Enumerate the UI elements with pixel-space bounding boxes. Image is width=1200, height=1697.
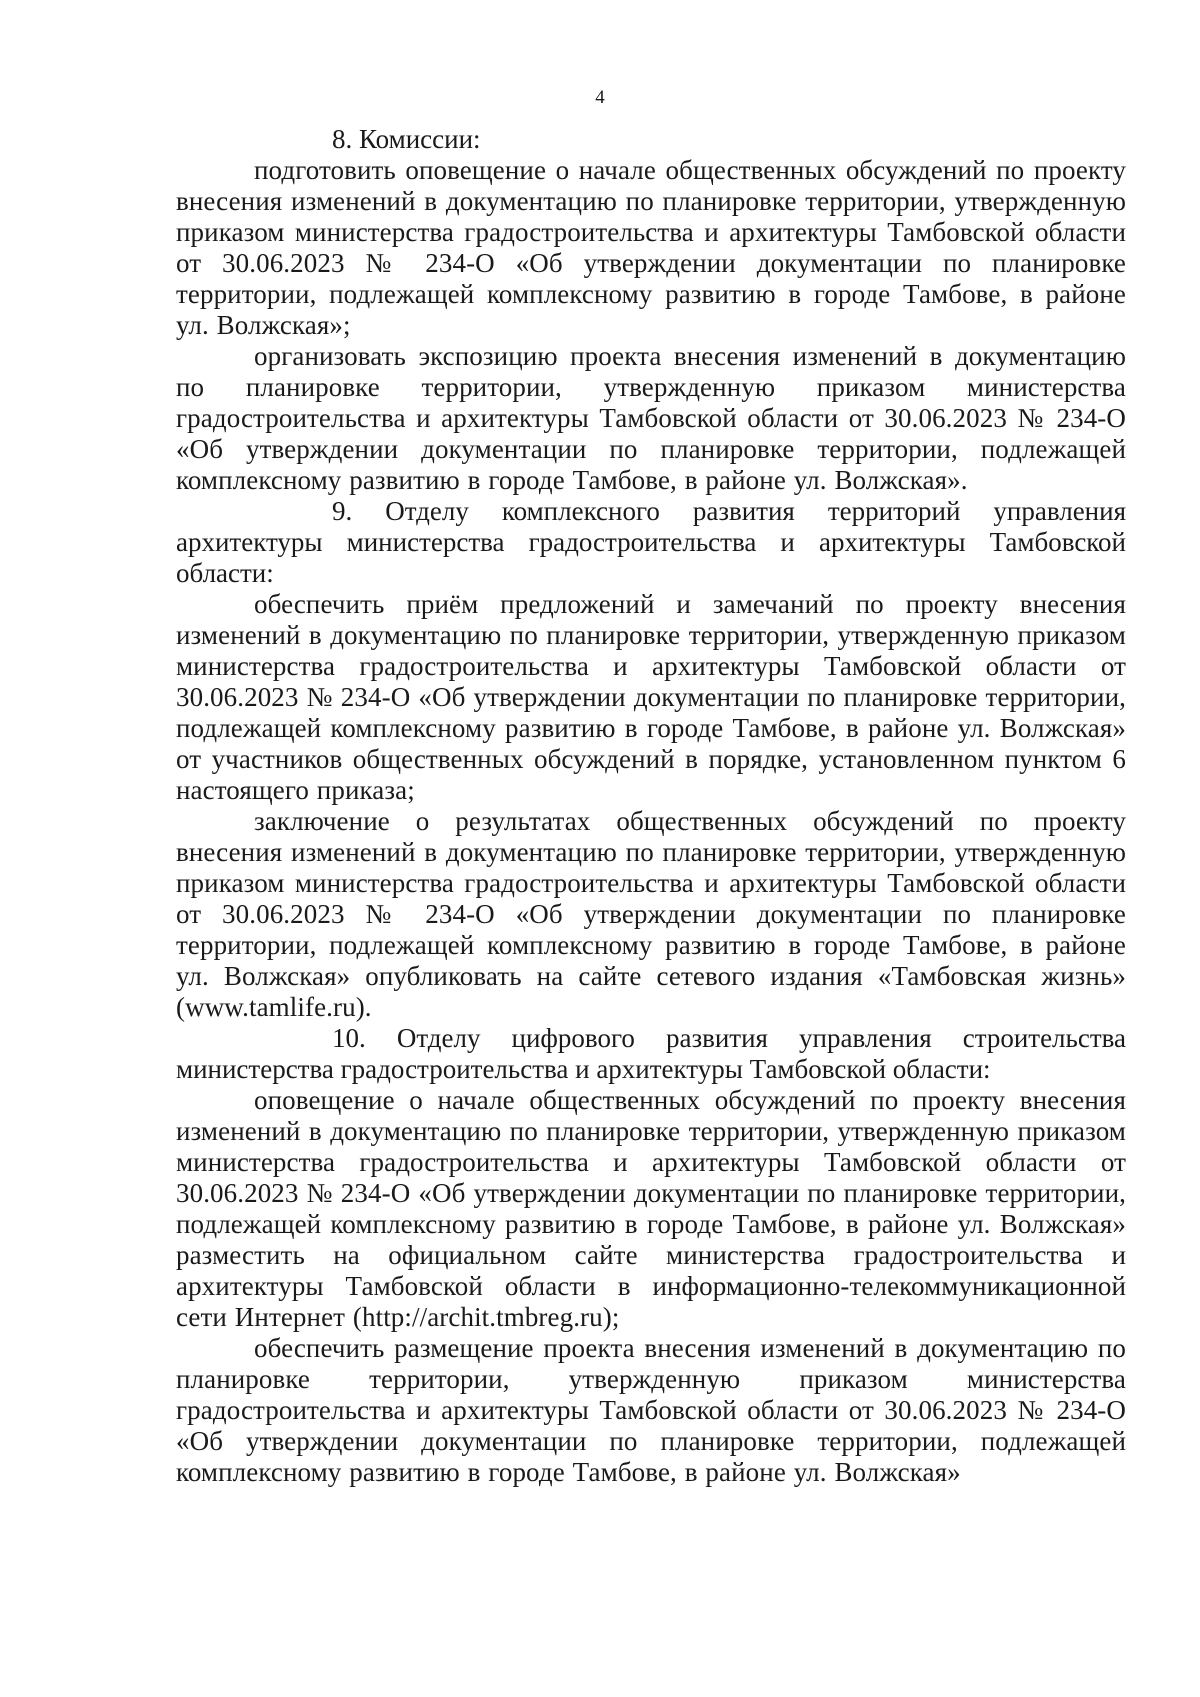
item-heading-text: Отделу цифрового развития управления строительства министерства градостроительства и архитектуры Тамбовской области:	[176, 1023, 1127, 1084]
paragraph: заключение о результатах общественных обсуждений по проекту внесения изменений в документацию по планировке территории, утвержденную приказом министерства градостроительства и архитектуры Тамбовской области от 30.06.2023 № 234-О «Об утверждении документации по планировке территории, подлежащей комплексному развитию в городе Тамбове, в районе ул. Волжская» опубликовать на сайте сетевого издания «Тамбовская жизнь» (www.tamlife.ru).	[176, 806, 1126, 1022]
item-number: 9.	[332, 496, 353, 526]
page-number: 4	[595, 87, 605, 108]
item-number: 10.	[332, 1023, 366, 1053]
item-number: 8.	[332, 124, 353, 154]
item-8-heading	[176, 124, 1126, 155]
item-9-heading	[176, 496, 1126, 589]
item-10-heading	[176, 1023, 1126, 1085]
paragraph: обеспечить приём предложений и замечаний по проекту внесения изменений в документацию по планировке территории, утвержденную приказом министерства градостроительства и архитектуры Тамбовской области от 30.06.2023 № 234-О «Об утверждении документации по планировке территории, подлежащей комплексному развитию в городе Тамбове, в районе ул. Волжская» от участников общественных обсуждений в порядке, установленном пунктом 6 настоящего приказа;	[176, 589, 1126, 805]
paragraph: оповещение о начале общественных обсуждений по проекту внесения изменений в документацию по планировке территории, утвержденную приказом министерства градостроительства и архитектуры Тамбовской области от 30.06.2023 № 234-О «Об утверждении документации по планировке территории, подлежащей комплексному развитию в городе Тамбове, в районе ул. Волжская» разместить на официальном сайте министерства градостроительства и архитектуры Тамбовской области в информационно-телекоммуникационной сети Интернет (http://archit.tmbreg.ru);	[176, 1085, 1126, 1332]
paragraph: подготовить оповещение о начале общественных обсуждений по проекту внесения изменений в документацию по планировке территории, утвержденную приказом министерства градостроительства и архитектуры Тамбовской области от 30.06.2023 № 234-О «Об утверждении документации по планировке территории, подлежащей комплексному развитию в городе Тамбове, в районе ул. Волжская»;	[176, 155, 1126, 340]
paragraph: организовать экспозицию проекта внесения изменений в документацию по планировке территории, утвержденную приказом министерства градостроительства и архитектуры Тамбовской области от 30.06.2023 № 234-О «Об утверждении документации по планировке территории, подлежащей комплексному развитию в городе Тамбове, в районе ул. Волжская».	[176, 341, 1126, 495]
paragraph: обеспечить размещение проекта внесения изменений в документацию по планировке территории, утвержденную приказом министерства градостроительства и архитектуры Тамбовской области от 30.06.2023 № 234-О «Об утверждении документации по планировке территории, подлежащей комплексному развитию в городе Тамбове, в районе ул. Волжская»	[176, 1333, 1126, 1487]
document-body	[176, 124, 1126, 1488]
item-heading-text: Комиссии:	[359, 124, 481, 154]
item-heading-text: Отделу комплексного развития территорий управления архитектуры министерства градостроительства и архитектуры Тамбовской области:	[176, 496, 1126, 588]
